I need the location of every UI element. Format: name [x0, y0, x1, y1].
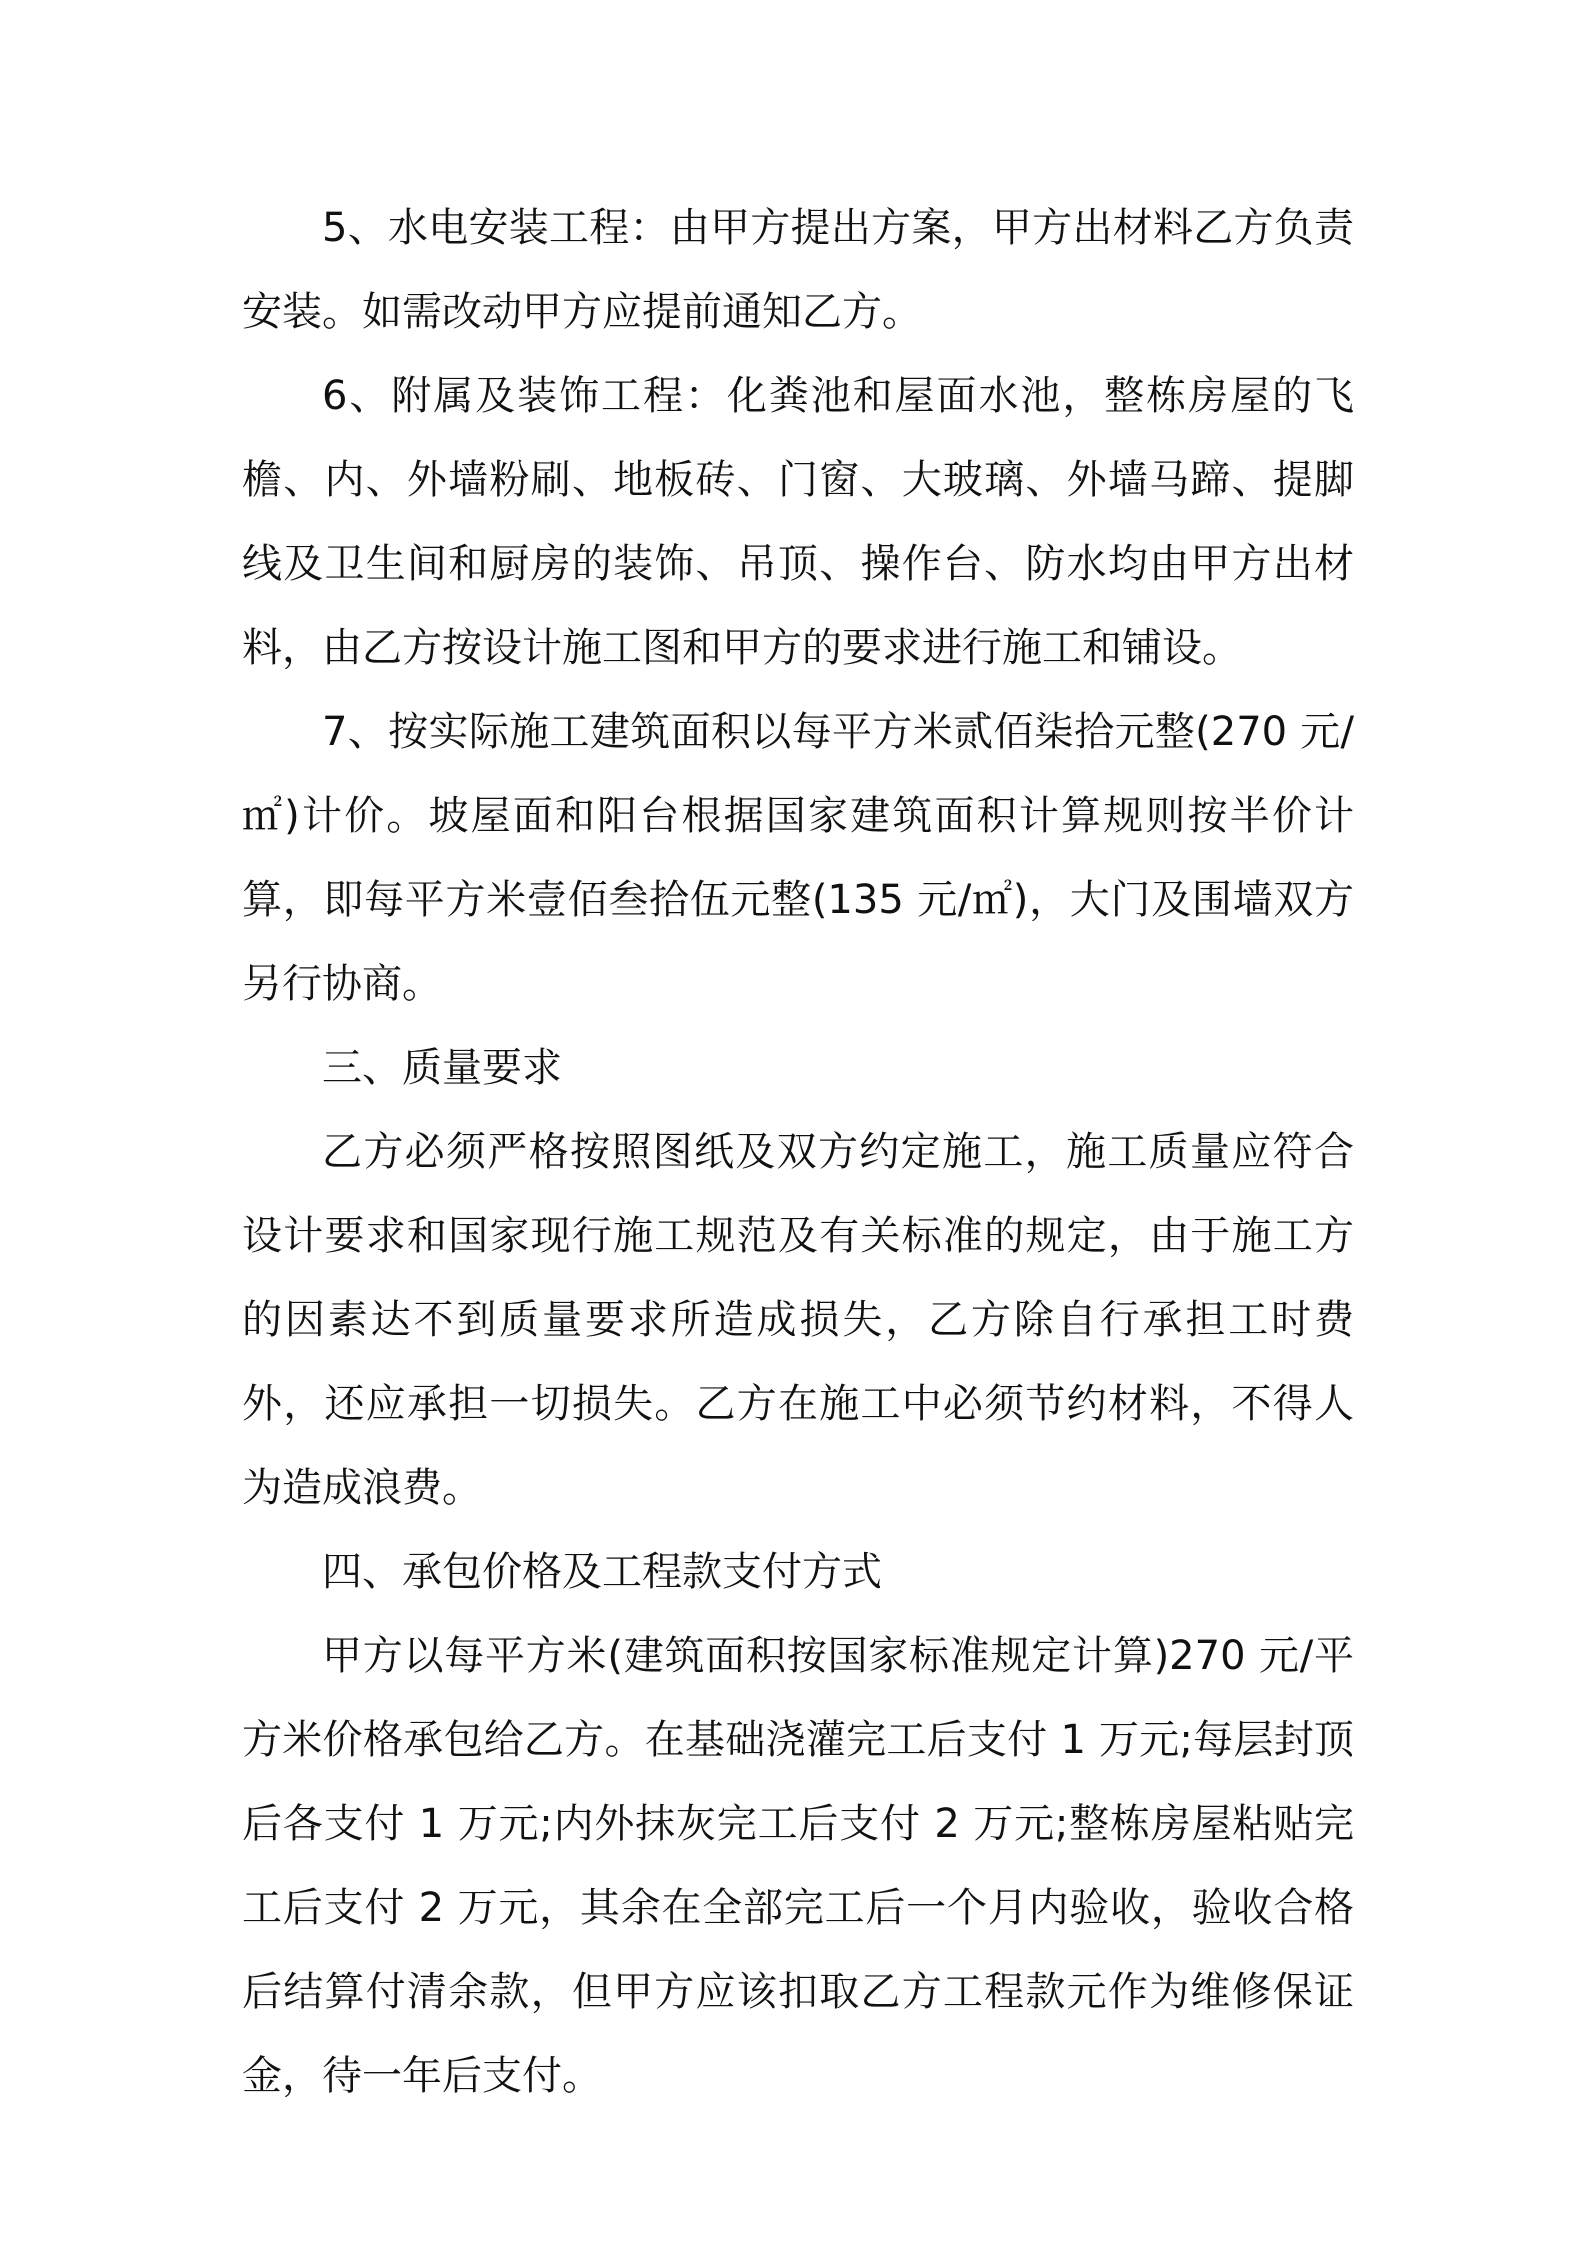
- paragraph-water-electric-installation: 5、水电安装工程：由甲方提出方案，甲方出材料乙方负责安装。如需改动甲方应提前通知乙方。: [242, 205, 1354, 335]
- paragraph-auxiliary-decoration-work: 6、附属及装饰工程：化粪池和屋面水池，整栋房屋的飞檐、内、外墙粉刷、地板砖、门窗、大玻璃、外墙马蹄、提脚线及卫生间和厨房的装饰、吊顶、操作台、防水均由甲方出材料，由乙方按设计施工图和甲方的要求进行施工和铺设。: [242, 373, 1354, 671]
- heading-price-and-payment: 四、承包价格及工程款支付方式: [322, 1549, 882, 1595]
- paragraph-payment-terms: 甲方以每平方米(建筑面积按国家标准规定计算)270 元/平方米价格承包给乙方。在基础浇灌完工后支付 1 万元;每层封顶后各支付 1 万元;内外抹灰完工后支付 2 万元;整栋房屋粘贴完工后支付 2 万元，其余在全部完工后一个月内验收，验收合格后结算付清余款，但甲方应该扣取乙方工程款元作为维修保证金，待一年后支付。: [242, 1633, 1354, 2099]
- document-body: [242, 186, 1354, 2118]
- heading-quality-requirements: 三、质量要求: [322, 1045, 562, 1091]
- paragraph-quality-terms: 乙方必须严格按照图纸及双方约定施工，施工质量应符合设计要求和国家现行施工规范及有关标准的规定，由于施工方的因素达不到质量要求所造成损失，乙方除自行承担工时费外，还应承担一切损失。乙方在施工中必须节约材料，不得人为造成浪费。: [242, 1129, 1354, 1511]
- paragraph-area-pricing: 7、按实际施工建筑面积以每平方米贰佰柒拾元整(270 元/㎡)计价。坡屋面和阳台根据国家建筑面积计算规则按半价计算，即每平方米壹佰叁拾伍元整(135 元/㎡)，大门及围墙双方另行协商。: [242, 709, 1354, 1007]
